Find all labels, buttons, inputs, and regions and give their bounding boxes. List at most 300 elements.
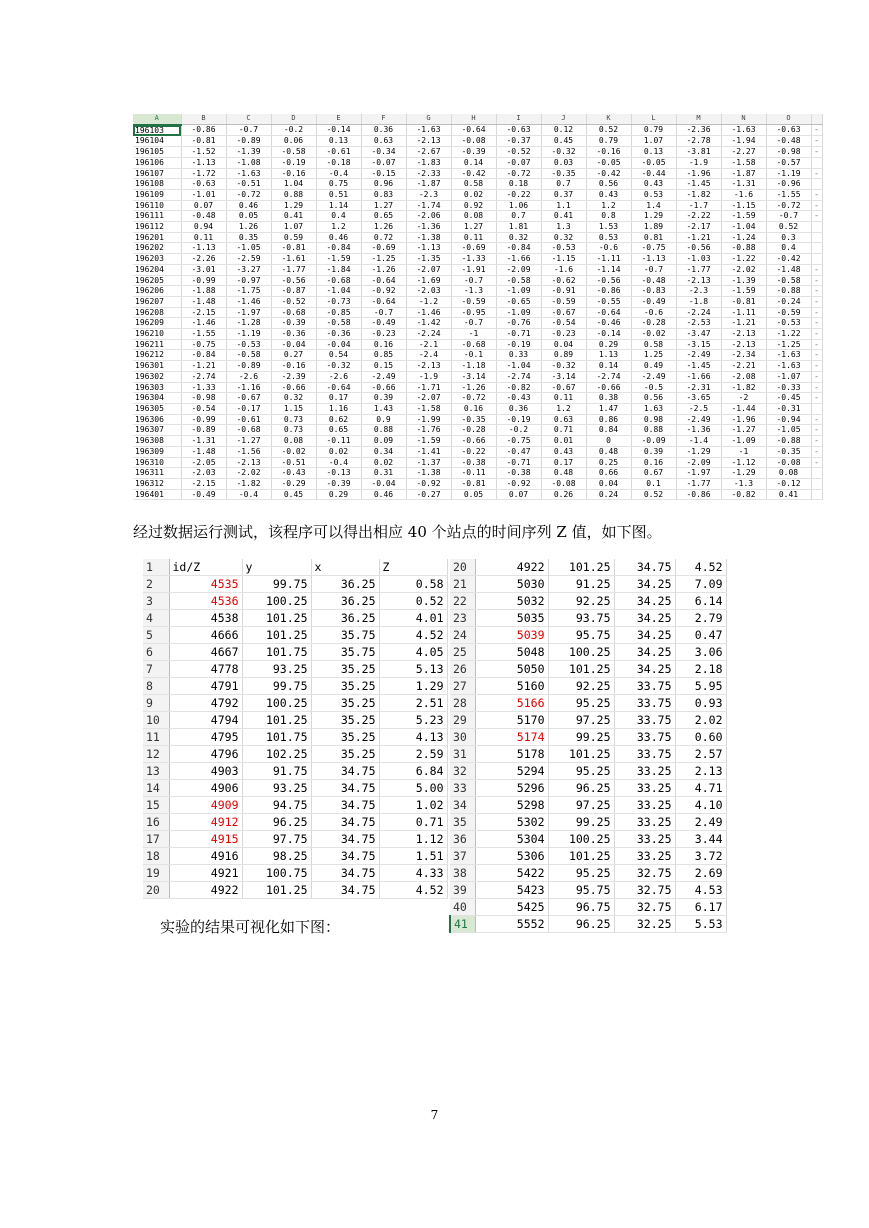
- table-cell[interactable]: 0.66: [586, 468, 631, 479]
- table-cell[interactable]: 196306: [133, 414, 181, 425]
- overflow-cell[interactable]: [811, 403, 822, 414]
- row-number[interactable]: 38: [450, 865, 475, 882]
- table-cell[interactable]: -1.46: [226, 296, 271, 307]
- table-cell[interactable]: 1.26: [226, 222, 271, 233]
- table-cell[interactable]: -2.08: [721, 371, 766, 382]
- table-cell[interactable]: 0.13: [316, 136, 361, 147]
- cell-z[interactable]: 0.52: [379, 593, 447, 610]
- table-cell[interactable]: -1.55: [181, 329, 226, 340]
- table-cell[interactable]: 0.94: [181, 222, 226, 233]
- column-header[interactable]: L: [631, 114, 676, 125]
- overflow-cell[interactable]: -: [811, 211, 822, 222]
- table-cell[interactable]: -0.89: [226, 361, 271, 372]
- table-cell[interactable]: -0.05: [631, 157, 676, 168]
- table-cell[interactable]: 0.24: [586, 489, 631, 500]
- table-cell[interactable]: -1.05: [226, 243, 271, 254]
- table-cell[interactable]: -2.24: [676, 307, 721, 318]
- table-cell[interactable]: -1.71: [406, 382, 451, 393]
- table-cell[interactable]: -0.52: [271, 296, 316, 307]
- table-cell[interactable]: -1.45: [676, 179, 721, 190]
- table-cell[interactable]: -0.39: [316, 478, 361, 489]
- table-cell[interactable]: -1.59: [721, 286, 766, 297]
- table-cell[interactable]: 0.43: [541, 446, 586, 457]
- table-cell[interactable]: 0.72: [361, 232, 406, 243]
- table-cell[interactable]: -0.52: [496, 147, 541, 158]
- table-cell[interactable]: -3.47: [676, 329, 721, 340]
- table-cell[interactable]: -1.18: [451, 361, 496, 372]
- cell-z[interactable]: 4.52: [675, 559, 726, 576]
- cell-x[interactable]: 33.75: [614, 695, 675, 712]
- cell-z[interactable]: 0.47: [675, 627, 726, 644]
- cell-x[interactable]: 34.25: [614, 661, 675, 678]
- table-cell[interactable]: 196312: [133, 478, 181, 489]
- table-cell[interactable]: -0.28: [631, 318, 676, 329]
- table-cell[interactable]: 0.9: [361, 414, 406, 425]
- table-cell[interactable]: -0.88: [766, 436, 811, 447]
- table-cell[interactable]: 0.29: [586, 339, 631, 350]
- table-cell[interactable]: -2.15: [181, 478, 226, 489]
- row-number[interactable]: 33: [450, 780, 475, 797]
- column-header[interactable]: J: [541, 114, 586, 125]
- table-cell[interactable]: -0.29: [271, 478, 316, 489]
- overflow-cell[interactable]: -: [811, 414, 822, 425]
- table-cell[interactable]: -0.43: [271, 468, 316, 479]
- cell-y[interactable]: 93.75: [548, 610, 614, 627]
- table-cell[interactable]: -1.61: [271, 254, 316, 265]
- table-cell[interactable]: -1.58: [721, 157, 766, 168]
- table-cell[interactable]: -0.63: [496, 125, 541, 136]
- table-cell[interactable]: -0.07: [361, 157, 406, 168]
- cell-z[interactable]: 4.33: [379, 865, 447, 882]
- table-cell[interactable]: 1.43: [361, 403, 406, 414]
- table-cell[interactable]: -1.39: [226, 147, 271, 158]
- table-cell[interactable]: -1.59: [406, 436, 451, 447]
- column-header[interactable]: F: [361, 114, 406, 125]
- table-cell[interactable]: -1.19: [226, 329, 271, 340]
- table-cell[interactable]: -1.33: [181, 382, 226, 393]
- table-cell[interactable]: -0.07: [496, 157, 541, 168]
- column-header[interactable]: H: [451, 114, 496, 125]
- cell-z[interactable]: 2.69: [675, 865, 726, 882]
- table-cell[interactable]: -0.35: [766, 446, 811, 457]
- table-cell[interactable]: -0.23: [361, 329, 406, 340]
- table-cell[interactable]: -1.09: [721, 436, 766, 447]
- cell-z[interactable]: 2.13: [675, 763, 726, 780]
- table-cell[interactable]: 1.14: [316, 200, 361, 211]
- cell-id[interactable]: 5166: [475, 695, 548, 712]
- table-cell[interactable]: -0.54: [541, 318, 586, 329]
- cell-z[interactable]: 4.10: [675, 797, 726, 814]
- table-cell[interactable]: -0.2: [271, 125, 316, 136]
- cell-y[interactable]: 101.25: [548, 746, 614, 763]
- table-cell[interactable]: -1.91: [451, 264, 496, 275]
- table-cell[interactable]: -1.66: [496, 254, 541, 265]
- table-cell[interactable]: -2.49: [676, 414, 721, 425]
- table-cell[interactable]: -2.21: [721, 361, 766, 372]
- table-cell[interactable]: -0.02: [271, 446, 316, 457]
- table-cell[interactable]: 0.04: [541, 339, 586, 350]
- cell-z[interactable]: 4.01: [379, 610, 447, 627]
- table-cell[interactable]: 196209: [133, 318, 181, 329]
- cell-x[interactable]: 36.25: [311, 593, 379, 610]
- table-cell[interactable]: -0.72: [766, 200, 811, 211]
- table-cell[interactable]: -0.72: [496, 168, 541, 179]
- table-cell[interactable]: -0.46: [586, 318, 631, 329]
- table-cell[interactable]: -1.21: [676, 232, 721, 243]
- table-cell[interactable]: -0.81: [271, 243, 316, 254]
- cell-y[interactable]: 92.25: [548, 678, 614, 695]
- table-cell[interactable]: -0.7: [361, 307, 406, 318]
- overflow-cell[interactable]: [811, 232, 822, 243]
- table-cell[interactable]: -1.9: [406, 371, 451, 382]
- cell-y[interactable]: 95.25: [548, 695, 614, 712]
- table-cell[interactable]: 0.36: [361, 125, 406, 136]
- overflow-cell[interactable]: -: [811, 339, 822, 350]
- table-cell[interactable]: -0.56: [271, 275, 316, 286]
- table-cell[interactable]: -2.07: [406, 393, 451, 404]
- cell-x[interactable]: 33.75: [614, 729, 675, 746]
- row-number[interactable]: 1: [143, 559, 169, 576]
- table-cell[interactable]: 1.07: [271, 222, 316, 233]
- table-cell[interactable]: -0.63: [181, 179, 226, 190]
- table-cell[interactable]: -1.29: [676, 446, 721, 457]
- column-header[interactable]: K: [586, 114, 631, 125]
- row-number[interactable]: 5: [143, 627, 169, 644]
- cell-id[interactable]: 5032: [475, 593, 548, 610]
- table-cell[interactable]: 0.83: [361, 189, 406, 200]
- table-cell[interactable]: 0.41: [271, 211, 316, 222]
- table-cell[interactable]: -0.17: [226, 403, 271, 414]
- table-cell[interactable]: 0.08: [451, 211, 496, 222]
- table-cell[interactable]: 0.3: [766, 232, 811, 243]
- table-cell[interactable]: 0.51: [316, 189, 361, 200]
- table-cell[interactable]: -1.31: [721, 179, 766, 190]
- table-cell[interactable]: -2.49: [676, 350, 721, 361]
- table-cell[interactable]: -1.38: [406, 232, 451, 243]
- cell-z[interactable]: 2.59: [379, 746, 447, 763]
- table-cell[interactable]: -0.92: [361, 286, 406, 297]
- cell-z[interactable]: 4.05: [379, 644, 447, 661]
- table-cell[interactable]: -0.08: [541, 478, 586, 489]
- table-cell[interactable]: -2.74: [496, 371, 541, 382]
- cell-y[interactable]: 97.25: [548, 797, 614, 814]
- table-cell[interactable]: -3.27: [226, 264, 271, 275]
- row-number[interactable]: 10: [143, 712, 169, 729]
- table-cell[interactable]: -1.76: [406, 425, 451, 436]
- table-cell[interactable]: -1.39: [721, 275, 766, 286]
- cell-y[interactable]: 96.75: [548, 899, 614, 916]
- table-cell[interactable]: 0.11: [451, 232, 496, 243]
- table-cell[interactable]: -2.5: [676, 403, 721, 414]
- table-cell[interactable]: 0: [586, 436, 631, 447]
- table-cell[interactable]: 0.39: [631, 446, 676, 457]
- table-cell[interactable]: -0.73: [316, 296, 361, 307]
- table-cell[interactable]: -1.26: [451, 382, 496, 393]
- table-cell[interactable]: -1.82: [226, 478, 271, 489]
- table-cell[interactable]: -0.61: [316, 147, 361, 158]
- table-cell[interactable]: -0.05: [586, 157, 631, 168]
- cell-x[interactable]: 34.75: [311, 865, 379, 882]
- cell-z[interactable]: 5.00: [379, 780, 447, 797]
- table-cell[interactable]: -1.42: [406, 318, 451, 329]
- table-cell[interactable]: -0.35: [541, 168, 586, 179]
- row-number[interactable]: 6: [143, 644, 169, 661]
- table-cell[interactable]: 196112: [133, 222, 181, 233]
- table-cell[interactable]: 196104: [133, 136, 181, 147]
- cell-z[interactable]: 2.57: [675, 746, 726, 763]
- cell-x[interactable]: 34.75: [311, 797, 379, 814]
- row-number[interactable]: 19: [143, 865, 169, 882]
- table-cell[interactable]: -1.48: [181, 296, 226, 307]
- table-cell[interactable]: 0.45: [541, 136, 586, 147]
- table-cell[interactable]: -1.33: [451, 254, 496, 265]
- table-cell[interactable]: 196210: [133, 329, 181, 340]
- cell-z[interactable]: 0.71: [379, 814, 447, 831]
- cell-id[interactable]: 5552: [475, 916, 548, 933]
- table-cell[interactable]: -0.7: [226, 125, 271, 136]
- cell-y[interactable]: 97.25: [548, 712, 614, 729]
- table-cell[interactable]: 0.65: [316, 425, 361, 436]
- cell-y[interactable]: 99.75: [242, 576, 311, 593]
- table-cell[interactable]: -2.53: [676, 318, 721, 329]
- table-cell[interactable]: -1.13: [406, 243, 451, 254]
- table-cell[interactable]: -2.03: [181, 468, 226, 479]
- table-cell[interactable]: -0.16: [271, 361, 316, 372]
- table-cell[interactable]: -0.56: [586, 275, 631, 286]
- cell-z[interactable]: 2.49: [675, 814, 726, 831]
- table-cell[interactable]: -2.67: [406, 147, 451, 158]
- table-cell[interactable]: -1.24: [721, 232, 766, 243]
- table-cell[interactable]: -0.58: [226, 350, 271, 361]
- table-cell[interactable]: -1.45: [676, 361, 721, 372]
- table-cell[interactable]: -0.51: [271, 457, 316, 468]
- table-cell[interactable]: 196208: [133, 307, 181, 318]
- table-cell[interactable]: -2.06: [406, 211, 451, 222]
- table-cell[interactable]: 0.16: [451, 403, 496, 414]
- cell-id[interactable]: 5425: [475, 899, 548, 916]
- table-cell[interactable]: 1.29: [631, 211, 676, 222]
- table-cell[interactable]: -0.81: [721, 296, 766, 307]
- cell-x[interactable]: 32.75: [614, 865, 675, 882]
- table-cell[interactable]: 196103: [133, 125, 181, 136]
- row-number[interactable]: 18: [143, 848, 169, 865]
- table-cell[interactable]: -0.89: [226, 136, 271, 147]
- table-cell[interactable]: -0.82: [496, 382, 541, 393]
- table-cell[interactable]: 0.4: [766, 243, 811, 254]
- table-cell[interactable]: -0.32: [541, 361, 586, 372]
- table-cell[interactable]: -0.37: [496, 136, 541, 147]
- table-cell[interactable]: 0.11: [541, 393, 586, 404]
- cell-x[interactable]: 33.25: [614, 797, 675, 814]
- table-cell[interactable]: 196107: [133, 168, 181, 179]
- row-number[interactable]: 39: [450, 882, 475, 899]
- table-cell[interactable]: 0.05: [451, 489, 496, 500]
- table-cell[interactable]: 0.02: [316, 446, 361, 457]
- cell-y[interactable]: 96.25: [242, 814, 311, 831]
- table-cell[interactable]: -0.81: [181, 136, 226, 147]
- table-cell[interactable]: -1.6: [541, 264, 586, 275]
- table-cell[interactable]: 0.32: [541, 232, 586, 243]
- cell-z[interactable]: 4.52: [379, 627, 447, 644]
- cell-id[interactable]: 4795: [169, 729, 242, 746]
- table-cell[interactable]: -1.3: [721, 478, 766, 489]
- table-cell[interactable]: -0.49: [631, 296, 676, 307]
- table-cell[interactable]: -0.04: [316, 339, 361, 350]
- row-number[interactable]: 29: [450, 712, 475, 729]
- table-cell[interactable]: -0.81: [451, 478, 496, 489]
- table-cell[interactable]: -1.22: [721, 254, 766, 265]
- cell-id[interactable]: 4794: [169, 712, 242, 729]
- table-cell[interactable]: -0.1: [451, 350, 496, 361]
- table-cell[interactable]: -1.16: [226, 382, 271, 393]
- overflow-cell[interactable]: [811, 489, 822, 500]
- table-cell[interactable]: 1.25: [631, 350, 676, 361]
- table-cell[interactable]: 0.41: [766, 489, 811, 500]
- table-cell[interactable]: -2.74: [181, 371, 226, 382]
- table-cell[interactable]: -1.46: [181, 318, 226, 329]
- table-cell[interactable]: -0.08: [451, 136, 496, 147]
- cell-id[interactable]: 4666: [169, 627, 242, 644]
- table-cell[interactable]: 0.25: [586, 457, 631, 468]
- row-number[interactable]: 11: [143, 729, 169, 746]
- table-cell[interactable]: -1.55: [766, 189, 811, 200]
- column-header[interactable]: O: [766, 114, 811, 125]
- table-cell[interactable]: -2.13: [676, 275, 721, 286]
- table-cell[interactable]: -0.15: [361, 168, 406, 179]
- cell-id[interactable]: 4922: [475, 559, 548, 576]
- cell-z[interactable]: 2.02: [675, 712, 726, 729]
- table-cell[interactable]: -0.59: [766, 307, 811, 318]
- table-cell[interactable]: -0.09: [631, 436, 676, 447]
- table-cell[interactable]: -1.11: [586, 254, 631, 265]
- cell-x[interactable]: 33.25: [614, 831, 675, 848]
- table-cell[interactable]: -0.75: [181, 339, 226, 350]
- table-cell[interactable]: -0.88: [721, 243, 766, 254]
- table-cell[interactable]: -0.75: [496, 436, 541, 447]
- table-cell[interactable]: 196110: [133, 200, 181, 211]
- table-cell[interactable]: -3.14: [541, 371, 586, 382]
- table-cell[interactable]: 0.79: [631, 125, 676, 136]
- table-cell[interactable]: 0.11: [181, 232, 226, 243]
- cell-x[interactable]: 35.25: [311, 712, 379, 729]
- table-cell[interactable]: -1.48: [766, 264, 811, 275]
- cell-z[interactable]: 0.93: [675, 695, 726, 712]
- table-cell[interactable]: -0.7: [451, 275, 496, 286]
- cell-y[interactable]: 99.75: [242, 678, 311, 695]
- table-cell[interactable]: -2.6: [316, 371, 361, 382]
- row-number[interactable]: 35: [450, 814, 475, 831]
- table-cell[interactable]: -0.64: [316, 382, 361, 393]
- table-cell[interactable]: -0.14: [586, 329, 631, 340]
- row-number[interactable]: 41: [450, 916, 475, 933]
- table-cell[interactable]: -3.81: [676, 147, 721, 158]
- table-cell[interactable]: -0.92: [496, 478, 541, 489]
- table-cell[interactable]: -0.84: [496, 243, 541, 254]
- table-cell[interactable]: -1.97: [226, 307, 271, 318]
- cell-z[interactable]: 4.13: [379, 729, 447, 746]
- cell-id[interactable]: 4792: [169, 695, 242, 712]
- table-cell[interactable]: 0.14: [451, 157, 496, 168]
- table-cell[interactable]: -1.59: [316, 254, 361, 265]
- table-cell[interactable]: -0.58: [271, 147, 316, 158]
- table-cell[interactable]: -1.08: [226, 157, 271, 168]
- cell-id[interactable]: 4912: [169, 814, 242, 831]
- cell-x[interactable]: 35.75: [311, 627, 379, 644]
- table-cell[interactable]: -2.78: [676, 136, 721, 147]
- cell-y[interactable]: 93.25: [242, 780, 311, 797]
- table-cell[interactable]: 1.1: [541, 200, 586, 211]
- table-cell[interactable]: -1.88: [181, 286, 226, 297]
- overflow-cell[interactable]: -: [811, 136, 822, 147]
- cell-id[interactable]: 5294: [475, 763, 548, 780]
- table-cell[interactable]: -1.9: [676, 157, 721, 168]
- table-cell[interactable]: -1.19: [766, 168, 811, 179]
- cell-z[interactable]: 1.12: [379, 831, 447, 848]
- table-cell[interactable]: 0.17: [316, 393, 361, 404]
- table-cell[interactable]: -1.04: [496, 361, 541, 372]
- cell-y[interactable]: 92.25: [548, 593, 614, 610]
- table-cell[interactable]: 0.17: [541, 457, 586, 468]
- cell-x[interactable]: 35.25: [311, 661, 379, 678]
- table-cell[interactable]: 0.32: [271, 393, 316, 404]
- table-cell[interactable]: 196206: [133, 286, 181, 297]
- overflow-cell[interactable]: [811, 179, 822, 190]
- cell-x[interactable]: 34.75: [614, 559, 675, 576]
- table-cell[interactable]: -0.2: [496, 425, 541, 436]
- column-header[interactable]: D: [271, 114, 316, 125]
- table-cell[interactable]: 0.56: [586, 179, 631, 190]
- cell-id[interactable]: 5302: [475, 814, 548, 831]
- cell-x[interactable]: 35.25: [311, 746, 379, 763]
- table-cell[interactable]: 1.16: [316, 403, 361, 414]
- cell-y[interactable]: 101.25: [242, 712, 311, 729]
- table-cell[interactable]: 0.62: [316, 414, 361, 425]
- table-cell[interactable]: -0.24: [766, 296, 811, 307]
- column-header[interactable]: C: [226, 114, 271, 125]
- table-cell[interactable]: 0.04: [586, 478, 631, 489]
- table-cell[interactable]: 0.26: [541, 489, 586, 500]
- cell-y[interactable]: 100.25: [548, 831, 614, 848]
- table-cell[interactable]: 0.52: [586, 125, 631, 136]
- cell-id[interactable]: 4922: [169, 882, 242, 899]
- table-cell[interactable]: 0.38: [586, 393, 631, 404]
- table-cell[interactable]: -1.26: [361, 264, 406, 275]
- cell-x[interactable]: 36.25: [311, 610, 379, 627]
- table-cell[interactable]: 0.39: [361, 393, 406, 404]
- cell-z[interactable]: 6.17: [675, 899, 726, 916]
- table-cell[interactable]: 0.16: [631, 457, 676, 468]
- table-cell[interactable]: -0.51: [226, 179, 271, 190]
- cell-z[interactable]: 2.18: [675, 661, 726, 678]
- table-cell[interactable]: -1.77: [271, 264, 316, 275]
- cell-id[interactable]: 4778: [169, 661, 242, 678]
- cell-z[interactable]: 6.14: [675, 593, 726, 610]
- row-number[interactable]: 40: [450, 899, 475, 916]
- table-cell[interactable]: 1.2: [586, 200, 631, 211]
- cell-y[interactable]: 101.75: [242, 644, 311, 661]
- table-cell[interactable]: -0.64: [451, 125, 496, 136]
- row-number[interactable]: 37: [450, 848, 475, 865]
- table-cell[interactable]: -0.19: [496, 339, 541, 350]
- overflow-cell[interactable]: -: [811, 307, 822, 318]
- table-cell[interactable]: 0.84: [586, 425, 631, 436]
- table-cell[interactable]: -0.64: [361, 296, 406, 307]
- table-cell[interactable]: -0.68: [316, 275, 361, 286]
- cell-id[interactable]: 4667: [169, 644, 242, 661]
- table-cell[interactable]: -2.59: [226, 254, 271, 265]
- table-cell[interactable]: -0.34: [361, 147, 406, 158]
- table-cell[interactable]: -1.27: [226, 436, 271, 447]
